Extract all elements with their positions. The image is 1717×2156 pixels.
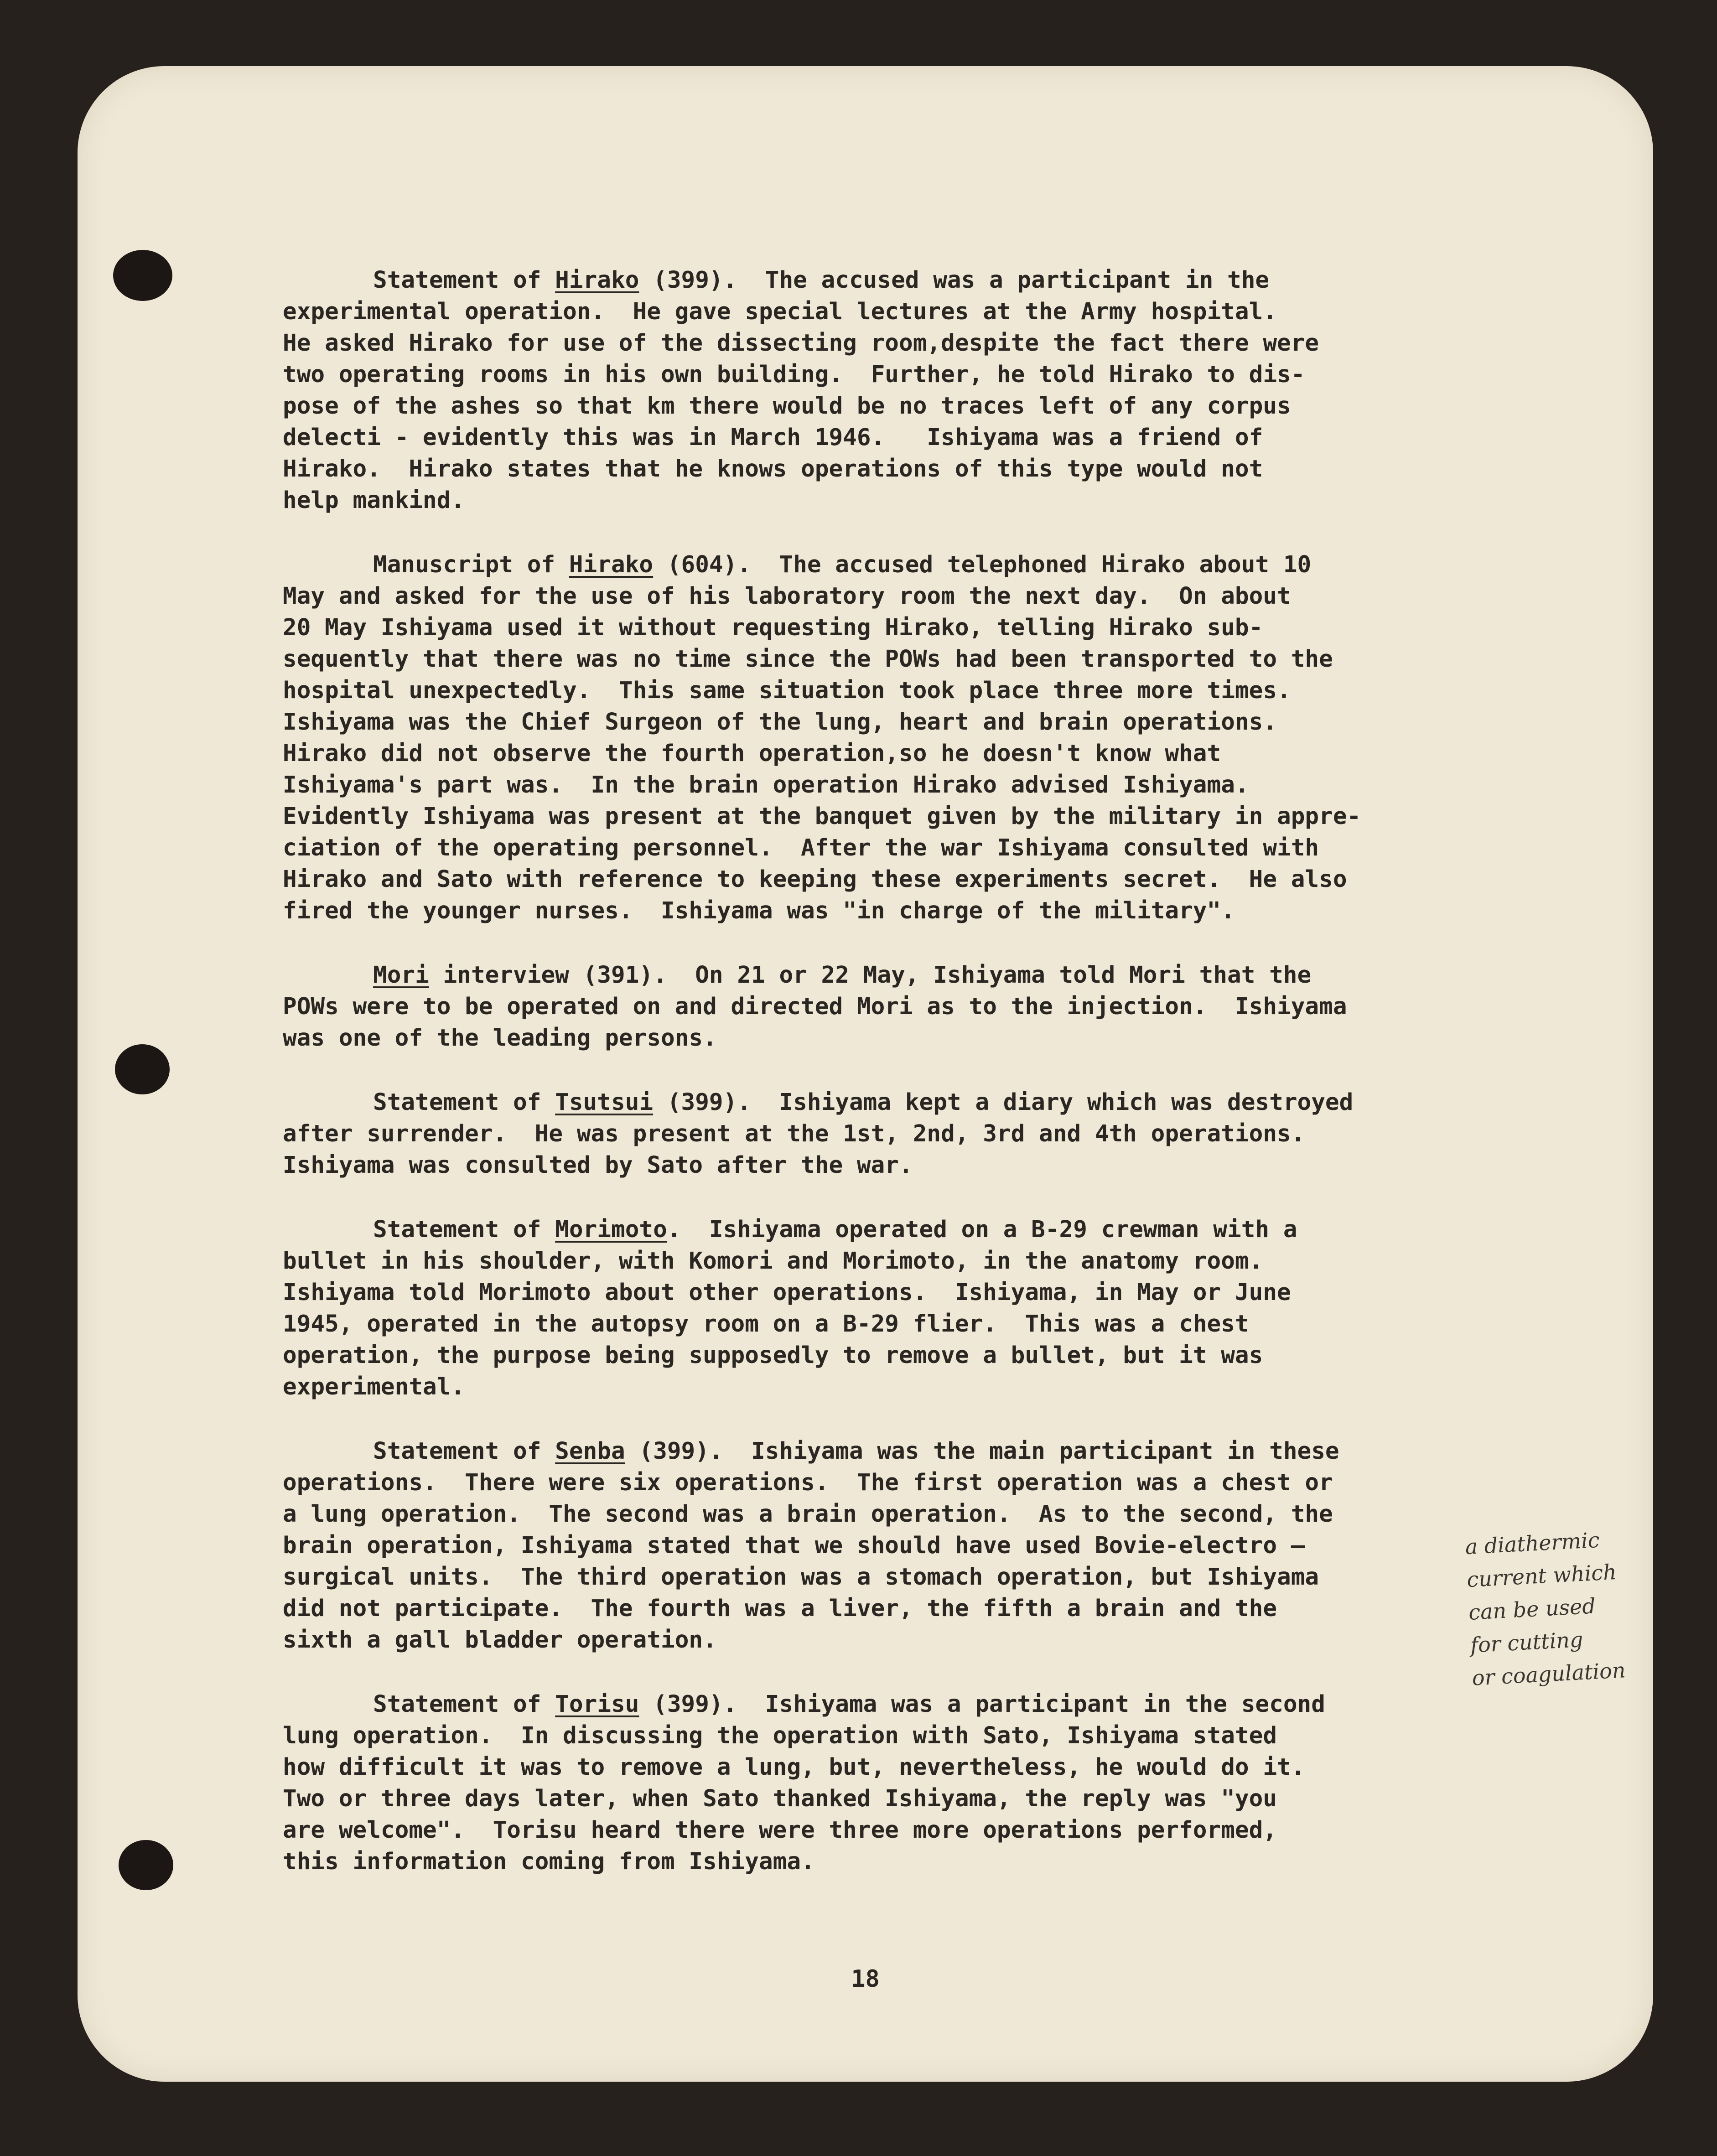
text-run: Ishiyama was consulted by Sato after the war. bbox=[283, 1152, 913, 1179]
text-run: experimental operation. He gave special lectures at the Army hospital. bbox=[283, 298, 1277, 325]
punch-hole-top bbox=[113, 250, 172, 301]
text-run: 1945, operated in the autopsy room on a B-29 flier. This was a chest bbox=[283, 1311, 1249, 1337]
text-run: Ishiyama's part was. In the brain operation Hirako advised Ishiyama. bbox=[283, 772, 1249, 798]
paragraph bbox=[283, 959, 1569, 1054]
text-line bbox=[283, 1689, 1569, 1720]
text-run: a lung operation. The second was a brain operation. As to the second, the bbox=[283, 1501, 1333, 1528]
text-run: (399). Ishiyama was a participant in the second bbox=[639, 1691, 1325, 1718]
text-line bbox=[283, 359, 1569, 390]
text-run: how difficult it was to remove a lung, but, nevertheless, he would do it. bbox=[283, 1754, 1305, 1781]
text-run: sequently that there was no time since the POWs had been transported to the bbox=[283, 646, 1333, 673]
text-run: pose of the ashes so that km there would be no traces left of any corpus bbox=[283, 393, 1291, 420]
text-line bbox=[283, 1752, 1569, 1783]
text-run: help mankind. bbox=[283, 487, 465, 514]
text-run: fired the younger nurses. Ishiyama was "in charge of the military". bbox=[283, 897, 1235, 924]
paragraph bbox=[283, 549, 1569, 927]
text-line bbox=[283, 327, 1569, 359]
text-run: ciation of the operating personnel. After the war Ishiyama consulted with bbox=[283, 834, 1319, 861]
text-line bbox=[283, 1467, 1569, 1498]
text-run: operation, the purpose being supposedly to remove a bullet, but it was bbox=[283, 1342, 1263, 1369]
text-line bbox=[283, 1498, 1569, 1530]
text-line bbox=[283, 1371, 1569, 1403]
text-run: Statement of bbox=[373, 267, 555, 294]
note-line: or coagulation bbox=[1471, 1658, 1626, 1690]
text-line bbox=[283, 706, 1569, 738]
paragraph bbox=[283, 1214, 1569, 1403]
text-line bbox=[283, 485, 1569, 516]
text-line bbox=[283, 1214, 1569, 1245]
text-line bbox=[283, 1022, 1569, 1054]
text-line bbox=[283, 422, 1569, 453]
underlined-name: Hirako bbox=[555, 267, 639, 294]
text-line bbox=[283, 1436, 1569, 1467]
text-line bbox=[283, 801, 1569, 832]
text-run: (399). The accused was a participant in the bbox=[639, 267, 1270, 294]
text-run: Hirako. Hirako states that he knows operations of this type would not bbox=[283, 456, 1263, 482]
typed-body-text bbox=[283, 264, 1569, 1910]
text-line bbox=[283, 1846, 1569, 1877]
punch-hole-middle bbox=[115, 1044, 170, 1094]
text-run: Hirako and Sato with reference to keeping these experiments secret. He also bbox=[283, 866, 1347, 893]
text-run: sixth a gall bladder operation. bbox=[283, 1627, 717, 1653]
text-run: Ishiyama told Morimoto about other operations. Ishiyama, in May or June bbox=[283, 1279, 1291, 1306]
text-run: 20 May Ishiyama used it without requesting Hirako, telling Hirako sub- bbox=[283, 614, 1263, 641]
text-run: (399). Ishiyama was the main participant in these bbox=[625, 1438, 1339, 1465]
document-page bbox=[78, 66, 1653, 2082]
text-run: brain operation, Ishiyama stated that we should have used Bovie-electro — bbox=[283, 1532, 1305, 1559]
page-number: 18 bbox=[851, 1965, 880, 1993]
text-line bbox=[283, 453, 1569, 485]
text-run: (399). Ishiyama kept a diary which was destroyed bbox=[653, 1089, 1354, 1116]
text-run: Statement of bbox=[373, 1438, 555, 1465]
paragraph bbox=[283, 1689, 1569, 1877]
note-line: can be used bbox=[1468, 1593, 1596, 1625]
punch-hole-bottom bbox=[119, 1840, 173, 1890]
text-run: operations. There were six operations. The first operation was a chest or bbox=[283, 1469, 1333, 1496]
text-run: hospital unexpectedly. This same situation took place three more times. bbox=[283, 677, 1291, 704]
text-run: experimental. bbox=[283, 1373, 465, 1400]
text-line bbox=[283, 1118, 1569, 1150]
text-line bbox=[283, 738, 1569, 769]
text-run: . Ishiyama operated on a B-29 crewman with a bbox=[667, 1216, 1297, 1243]
text-line bbox=[283, 1150, 1569, 1181]
text-run: are welcome". Torisu heard there were three more operations performed, bbox=[283, 1817, 1277, 1844]
text-run: bullet in his shoulder, with Komori and Morimoto, in the anatomy room. bbox=[283, 1248, 1263, 1275]
text-line bbox=[283, 612, 1569, 643]
text-run: did not participate. The fourth was a liver, the fifth a brain and the bbox=[283, 1595, 1277, 1622]
note-line: current which bbox=[1466, 1559, 1617, 1592]
text-line bbox=[283, 390, 1569, 422]
text-run: after surrender. He was present at the 1st, 2nd, 3rd and 4th operations. bbox=[283, 1120, 1305, 1147]
text-run: surgical units. The third operation was a stomach operation, but Ishiyama bbox=[283, 1564, 1319, 1591]
text-line bbox=[283, 1530, 1569, 1561]
text-run: lung operation. In discussing the operation with Sato, Ishiyama stated bbox=[283, 1722, 1277, 1749]
text-run: was one of the leading persons. bbox=[283, 1025, 717, 1052]
text-run: this information coming from Ishiyama. bbox=[283, 1848, 815, 1875]
paragraph bbox=[283, 1436, 1569, 1656]
text-line bbox=[283, 1720, 1569, 1752]
text-line bbox=[283, 580, 1569, 612]
paragraph bbox=[283, 1087, 1569, 1181]
underlined-name: Torisu bbox=[555, 1691, 639, 1718]
text-line bbox=[283, 1624, 1569, 1656]
underlined-name: Morimoto bbox=[555, 1216, 667, 1243]
text-line bbox=[283, 769, 1569, 801]
text-line bbox=[283, 1561, 1569, 1593]
text-run: Statement of bbox=[373, 1089, 555, 1116]
text-line bbox=[283, 675, 1569, 706]
text-run: Manuscript of bbox=[373, 551, 569, 578]
text-line bbox=[283, 1814, 1569, 1846]
text-run: (604). The accused telephoned Hirako about 10 bbox=[653, 551, 1312, 578]
text-run: POWs were to be operated on and directed Mori as to the injection. Ishiyama bbox=[283, 993, 1347, 1020]
note-line: a diathermic bbox=[1464, 1527, 1600, 1560]
text-line bbox=[283, 1308, 1569, 1340]
text-line bbox=[283, 549, 1569, 580]
text-run: He asked Hirako for use of the dissecting room,despite the fact there were bbox=[283, 330, 1319, 357]
underlined-name: Hirako bbox=[569, 551, 654, 578]
text-line bbox=[283, 864, 1569, 895]
underlined-name: Senba bbox=[555, 1438, 625, 1465]
text-line bbox=[283, 1277, 1569, 1308]
text-run: Two or three days later, when Sato thanked Ishiyama, the reply was "you bbox=[283, 1785, 1277, 1812]
text-line bbox=[283, 1783, 1569, 1814]
text-line bbox=[283, 264, 1569, 296]
text-run: delecti - evidently this was in March 1946. Ishiyama was a friend of bbox=[283, 424, 1263, 451]
text-run: Statement of bbox=[373, 1691, 555, 1718]
note-line: for cutting bbox=[1469, 1627, 1584, 1658]
underlined-name: Tsutsui bbox=[555, 1089, 654, 1116]
paragraph bbox=[283, 264, 1569, 516]
text-line bbox=[283, 832, 1569, 864]
text-line bbox=[283, 895, 1569, 927]
text-line bbox=[283, 1593, 1569, 1624]
text-run: Statement of bbox=[373, 1216, 555, 1243]
underlined-name: Mori bbox=[373, 962, 429, 989]
text-line bbox=[283, 1340, 1569, 1371]
text-line bbox=[283, 1245, 1569, 1277]
text-run: two operating rooms in his own building. Further, he told Hirako to dis- bbox=[283, 361, 1305, 388]
text-run: Hirako did not observe the fourth operation,so he doesn't know what bbox=[283, 740, 1221, 767]
text-line bbox=[283, 991, 1569, 1022]
text-run: Evidently Ishiyama was present at the banquet given by the military in appre- bbox=[283, 803, 1361, 830]
text-line bbox=[283, 643, 1569, 675]
text-line bbox=[283, 959, 1569, 991]
text-line bbox=[283, 1087, 1569, 1118]
handwritten-margin-note bbox=[1464, 1520, 1653, 1694]
text-line bbox=[283, 296, 1569, 327]
text-run: Ishiyama was the Chief Surgeon of the lung, heart and brain operations. bbox=[283, 709, 1277, 736]
text-run: interview (391). On 21 or 22 May, Ishiyama told Mori that the bbox=[429, 962, 1312, 989]
text-run: May and asked for the use of his laboratory room the next day. On about bbox=[283, 583, 1291, 610]
